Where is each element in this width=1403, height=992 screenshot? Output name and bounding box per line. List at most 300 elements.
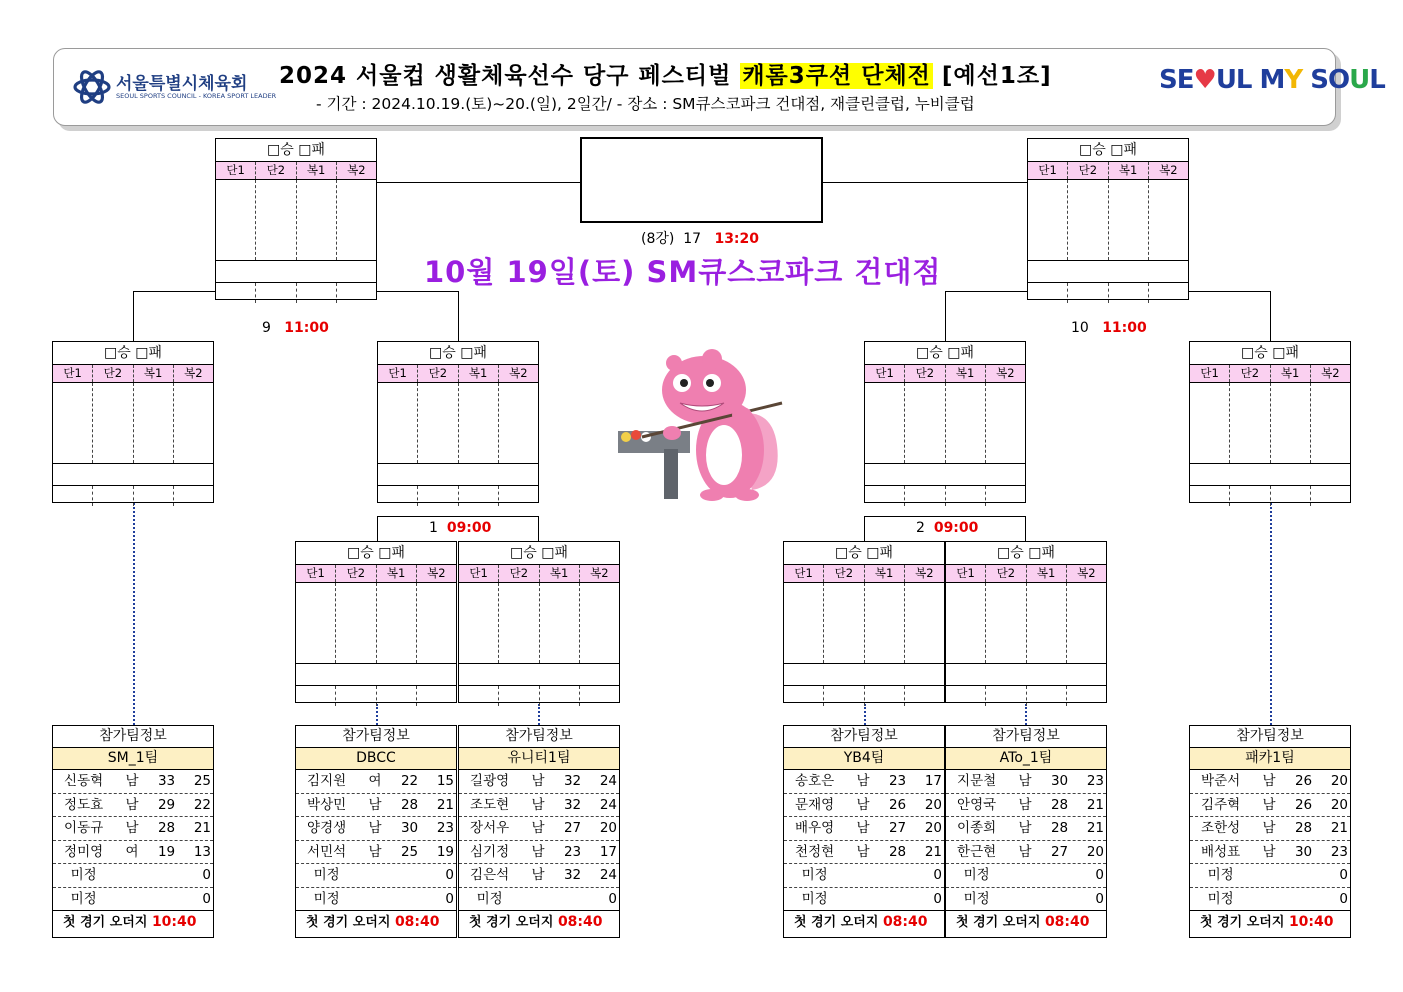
player-points: 0 xyxy=(608,890,617,907)
team-name: 유니티1팀 xyxy=(459,747,619,770)
result-row xyxy=(459,685,619,706)
player-points: 20 xyxy=(599,820,617,836)
player-row xyxy=(946,864,1106,888)
order-deadline-time: 10:40 xyxy=(151,914,197,930)
player-points: 21 xyxy=(924,843,942,860)
order-deadline-time: 08:40 xyxy=(557,914,603,930)
player-handicap: 28 xyxy=(157,820,176,836)
player-gender: 남 xyxy=(1262,796,1276,813)
first-game-order-row xyxy=(784,911,944,933)
column-label: 복1 xyxy=(1271,365,1311,382)
player-gender: 남 xyxy=(1018,820,1032,836)
player-gender: 남 xyxy=(531,820,545,836)
column-label: 복2 xyxy=(915,566,934,580)
player-row xyxy=(459,888,619,912)
player-gender xyxy=(1007,888,1043,911)
score-columns xyxy=(946,583,1106,663)
title-group: [예선1조] xyxy=(941,63,1052,89)
game-columns-header xyxy=(53,364,213,383)
score-columns xyxy=(53,383,213,463)
column-label: 단1 xyxy=(1190,365,1230,382)
score-columns xyxy=(865,383,1025,463)
player-gender: 남 xyxy=(531,843,545,860)
player-row xyxy=(53,841,213,865)
header-panel xyxy=(53,48,1385,126)
win-loss-checkboxes: □승 □패 xyxy=(510,545,568,561)
player-points: 0 xyxy=(1095,867,1104,883)
score-box-unity1 xyxy=(458,541,620,703)
win-loss-checkboxes: □승 □패 xyxy=(916,345,974,361)
column-label: 단2 xyxy=(93,365,133,382)
score-columns xyxy=(378,383,538,463)
player-points: 0 xyxy=(1095,890,1104,907)
seoul-sports-council-logo xyxy=(72,67,277,107)
date-venue-banner: 10월 19일(토) SM큐스코파크 건대점 xyxy=(424,255,942,289)
player-gender: 남 xyxy=(531,773,545,789)
total-row xyxy=(1190,463,1350,485)
game-10-label xyxy=(1071,320,1147,336)
first-game-order-row xyxy=(459,911,619,933)
player-handicap xyxy=(556,888,590,911)
player-gender xyxy=(1007,864,1043,887)
player-gender: 남 xyxy=(125,820,139,836)
player-row xyxy=(296,770,456,794)
player-handicap: 32 xyxy=(563,773,582,789)
column-label: 복1 xyxy=(1109,162,1149,179)
final-game-number: 17 xyxy=(683,231,702,247)
game-columns-header xyxy=(1190,364,1350,383)
game-10-number: 10 xyxy=(1071,320,1089,336)
result-row xyxy=(784,685,944,706)
player-name: 미정 xyxy=(801,890,828,907)
first-game-order-row xyxy=(53,911,213,933)
score-box-game2-winner xyxy=(864,341,1026,503)
player-name: 한근현 xyxy=(957,843,997,860)
player-gender xyxy=(357,888,393,911)
team-info-heading: 참가팀정보 xyxy=(505,728,573,744)
column-label: 복2 xyxy=(1077,566,1096,580)
team-info-box xyxy=(945,725,1107,938)
page-title xyxy=(279,57,1052,90)
game-columns-header xyxy=(946,564,1106,583)
player-row xyxy=(296,888,456,912)
win-loss-checkboxes: □승 □패 xyxy=(997,545,1055,561)
player-gender: 남 xyxy=(125,773,139,789)
column-label: 복2 xyxy=(347,163,366,177)
column-label: 복2 xyxy=(427,566,446,580)
player-name: 길광영 xyxy=(470,773,510,789)
player-points: 0 xyxy=(202,867,211,883)
player-points: 20 xyxy=(924,820,942,836)
game-1-time: 09:00 xyxy=(446,520,492,536)
team-info-box xyxy=(295,725,457,938)
column-label: 복1 xyxy=(134,365,174,382)
result-row xyxy=(1028,282,1188,303)
player-name: 조한성 xyxy=(1201,820,1241,836)
player-points: 20 xyxy=(1330,796,1348,813)
score-box-game10 xyxy=(1027,138,1189,300)
game-2-label xyxy=(916,520,978,536)
result-row xyxy=(946,685,1106,706)
player-gender: 남 xyxy=(1262,843,1276,860)
player-row xyxy=(459,794,619,818)
game-columns-header xyxy=(378,364,538,383)
player-gender xyxy=(1251,864,1287,887)
player-row xyxy=(1190,817,1350,841)
team-name: ATo_1팀 xyxy=(946,747,1106,770)
player-points: 0 xyxy=(445,867,454,883)
player-handicap: 28 xyxy=(400,796,419,813)
title-main: 2024 서울컵 생활체육선수 당구 페스티벌 xyxy=(279,63,732,89)
player-name: 서민석 xyxy=(307,843,347,860)
column-label: 복2 xyxy=(509,366,528,380)
final-game-time: 13:20 xyxy=(714,231,760,247)
player-name: 미정 xyxy=(963,890,990,907)
order-deadline-time: 10:40 xyxy=(1288,914,1334,930)
player-row xyxy=(784,794,944,818)
column-label: 복1 xyxy=(377,565,417,582)
player-points: 21 xyxy=(436,796,454,813)
team-name: 패카1팀 xyxy=(1190,747,1350,770)
player-name: 지문철 xyxy=(957,773,997,789)
column-label: 단2 xyxy=(418,365,458,382)
player-row xyxy=(53,888,213,912)
player-name: 김지원 xyxy=(307,773,347,789)
player-name: 심기정 xyxy=(470,843,510,860)
total-row xyxy=(1028,260,1188,282)
player-gender xyxy=(114,888,150,911)
player-handicap xyxy=(393,864,427,887)
player-row xyxy=(296,864,456,888)
column-label: 복1 xyxy=(946,365,986,382)
player-name: 미정 xyxy=(476,890,503,907)
player-handicap: 29 xyxy=(157,796,176,813)
player-row xyxy=(946,794,1106,818)
team-info-heading: 참가팀정보 xyxy=(830,728,898,744)
total-row xyxy=(784,663,944,685)
player-points: 0 xyxy=(202,890,211,907)
player-name: 정도효 xyxy=(64,796,104,813)
score-columns xyxy=(296,583,456,663)
player-gender: 남 xyxy=(1018,843,1032,860)
game-2-time: 09:00 xyxy=(933,520,979,536)
player-row xyxy=(53,794,213,818)
game-9-label xyxy=(262,320,329,336)
player-row xyxy=(784,770,944,794)
player-row xyxy=(459,864,619,888)
player-gender: 남 xyxy=(1018,773,1032,789)
order-label: 첫 경기 오더지 xyxy=(794,915,879,930)
council-emblem-icon xyxy=(72,67,112,107)
player-name: 박준서 xyxy=(1201,773,1241,789)
win-loss-checkboxes: □승 □패 xyxy=(835,545,893,561)
player-gender: 남 xyxy=(856,773,870,789)
team-name: SM_1팀 xyxy=(53,747,213,770)
player-row xyxy=(1190,794,1350,818)
player-handicap: 23 xyxy=(563,843,582,860)
player-handicap: 27 xyxy=(888,820,907,836)
player-points: 21 xyxy=(1330,820,1348,836)
player-handicap xyxy=(1043,864,1077,887)
column-label: 단1 xyxy=(53,365,93,382)
player-handicap: 26 xyxy=(1294,773,1313,789)
player-handicap: 28 xyxy=(1050,820,1069,836)
player-handicap: 26 xyxy=(1294,796,1313,813)
score-box-yb4 xyxy=(783,541,945,703)
player-row xyxy=(946,770,1106,794)
player-points: 23 xyxy=(1330,843,1348,860)
player-gender xyxy=(357,864,393,887)
player-handicap xyxy=(393,888,427,911)
player-points: 24 xyxy=(599,867,617,883)
player-handicap: 33 xyxy=(157,773,176,789)
column-label: 복1 xyxy=(865,565,905,582)
score-box-game1-winner xyxy=(377,341,539,503)
player-name: 천정현 xyxy=(795,843,835,860)
player-handicap xyxy=(881,888,915,911)
player-name: 신동혁 xyxy=(64,773,104,789)
player-name: 미정 xyxy=(313,890,340,907)
team-name: YB4팀 xyxy=(784,747,944,770)
total-row xyxy=(53,463,213,485)
column-label: 단2 xyxy=(256,162,296,179)
player-gender: 남 xyxy=(531,867,545,883)
first-game-order-row xyxy=(1190,911,1350,933)
column-label: 단1 xyxy=(459,565,499,582)
total-row xyxy=(216,260,376,282)
score-columns xyxy=(1190,383,1350,463)
player-handicap: 30 xyxy=(1294,843,1313,860)
player-handicap: 27 xyxy=(563,820,582,836)
player-row xyxy=(784,864,944,888)
player-gender xyxy=(845,888,881,911)
player-name: 김은석 xyxy=(470,867,510,883)
column-label: 복2 xyxy=(184,366,203,380)
column-label: 복1 xyxy=(540,565,580,582)
title-highlight: 캐롬3쿠션 단체전 xyxy=(742,63,931,89)
team-name: DBCC xyxy=(296,747,456,770)
total-row xyxy=(459,663,619,685)
player-points: 24 xyxy=(599,796,617,813)
column-label: 복2 xyxy=(996,366,1015,380)
player-gender: 남 xyxy=(1018,796,1032,813)
game-columns-header xyxy=(216,161,376,180)
player-handicap: 28 xyxy=(888,843,907,860)
game-9-number: 9 xyxy=(262,320,271,336)
player-gender: 남 xyxy=(368,796,382,813)
win-loss-checkboxes: □승 □패 xyxy=(1079,142,1137,158)
player-name: 미정 xyxy=(70,867,97,883)
player-handicap xyxy=(150,864,184,887)
score-columns xyxy=(784,583,944,663)
player-points: 0 xyxy=(933,867,942,883)
player-row xyxy=(296,794,456,818)
council-subname: SEOUL SPORTS COUNCIL - KOREA SPORT LEADER xyxy=(116,92,277,100)
game-columns-header xyxy=(865,364,1025,383)
player-points: 19 xyxy=(436,843,454,860)
player-name: 배우영 xyxy=(795,820,835,836)
order-label: 첫 경기 오더지 xyxy=(1200,915,1285,930)
player-handicap: 22 xyxy=(400,773,419,789)
player-name: 송호은 xyxy=(795,773,835,789)
player-points: 17 xyxy=(924,773,942,789)
win-loss-checkboxes: □승 □패 xyxy=(429,345,487,361)
column-label: 단1 xyxy=(296,565,336,582)
game-columns-header xyxy=(784,564,944,583)
player-handicap: 23 xyxy=(888,773,907,789)
total-row xyxy=(378,463,538,485)
score-box-sm1 xyxy=(52,341,214,503)
order-deadline-time: 08:40 xyxy=(394,914,440,930)
game-columns-header xyxy=(1028,161,1188,180)
player-handicap: 27 xyxy=(1050,843,1069,860)
player-row xyxy=(784,841,944,865)
player-row xyxy=(946,817,1106,841)
result-row xyxy=(296,685,456,706)
result-row xyxy=(378,485,538,506)
score-columns xyxy=(216,180,376,260)
final-result-box xyxy=(580,137,823,223)
game-1-label xyxy=(429,520,491,536)
game-10-time: 11:00 xyxy=(1102,320,1147,336)
player-name: 김주혁 xyxy=(1201,796,1241,813)
score-box-dbcc xyxy=(295,541,457,703)
team-info-box xyxy=(52,725,214,938)
column-label: 단2 xyxy=(1068,162,1108,179)
player-gender: 남 xyxy=(856,843,870,860)
column-label: 단1 xyxy=(1028,162,1068,179)
total-row xyxy=(946,663,1106,685)
player-gender: 남 xyxy=(368,843,382,860)
result-row xyxy=(865,485,1025,506)
column-label: 복2 xyxy=(1321,366,1340,380)
player-handicap: 28 xyxy=(1050,796,1069,813)
score-box-paeka1 xyxy=(1189,341,1351,503)
player-points: 21 xyxy=(193,820,211,836)
player-name: 미정 xyxy=(1207,890,1234,907)
order-label: 첫 경기 오더지 xyxy=(306,915,391,930)
player-points: 20 xyxy=(1086,843,1104,860)
player-name: 미정 xyxy=(70,890,97,907)
player-gender: 남 xyxy=(1262,820,1276,836)
player-name: 배성표 xyxy=(1201,843,1241,860)
player-gender xyxy=(114,864,150,887)
order-label: 첫 경기 오더지 xyxy=(63,915,148,930)
team-info-heading: 참가팀정보 xyxy=(342,728,410,744)
player-points: 0 xyxy=(1339,890,1348,907)
player-name: 미정 xyxy=(801,867,828,883)
column-label: 단2 xyxy=(336,565,376,582)
player-points: 24 xyxy=(599,773,617,789)
player-points: 0 xyxy=(933,890,942,907)
team-info-box xyxy=(458,725,620,938)
player-gender: 여 xyxy=(125,843,139,860)
team-info-box xyxy=(783,725,945,938)
player-name: 안영국 xyxy=(957,796,997,813)
win-loss-checkboxes: □승 □패 xyxy=(1241,345,1299,361)
game-2-number: 2 xyxy=(916,520,925,536)
player-row xyxy=(459,817,619,841)
player-row xyxy=(296,841,456,865)
team-info-box xyxy=(1189,725,1351,938)
game-9-time: 11:00 xyxy=(284,320,329,336)
player-handicap xyxy=(881,864,915,887)
player-row xyxy=(784,817,944,841)
player-handicap xyxy=(150,888,184,911)
player-handicap: 25 xyxy=(400,843,419,860)
column-label: 복2 xyxy=(590,566,609,580)
first-game-order-row xyxy=(946,911,1106,933)
player-gender: 남 xyxy=(856,796,870,813)
column-label: 단2 xyxy=(499,565,539,582)
total-row xyxy=(296,663,456,685)
player-row xyxy=(53,817,213,841)
player-handicap: 32 xyxy=(563,796,582,813)
player-points: 17 xyxy=(599,843,617,860)
column-label: 단2 xyxy=(1230,365,1270,382)
player-points: 25 xyxy=(193,773,211,789)
player-handicap xyxy=(1287,864,1321,887)
order-deadline-time: 08:40 xyxy=(1044,914,1090,930)
win-loss-checkboxes: □승 □패 xyxy=(104,345,162,361)
player-row xyxy=(1190,841,1350,865)
first-game-order-row xyxy=(296,911,456,933)
seoul-my-soul-logo: SE♥UL MY SOUL xyxy=(1159,65,1385,95)
player-gender: 남 xyxy=(1262,773,1276,789)
player-gender: 남 xyxy=(125,796,139,813)
column-label: 복2 xyxy=(1159,163,1178,177)
win-loss-checkboxes: □승 □패 xyxy=(267,142,325,158)
team-info-heading: 참가팀정보 xyxy=(1236,728,1304,744)
player-gender: 여 xyxy=(368,773,382,789)
player-row xyxy=(53,864,213,888)
player-points: 23 xyxy=(436,820,454,836)
final-game-label xyxy=(641,228,759,248)
result-row xyxy=(1190,485,1350,506)
player-row xyxy=(784,888,944,912)
player-row xyxy=(946,888,1106,912)
player-points: 20 xyxy=(924,796,942,813)
player-handicap xyxy=(1287,888,1321,911)
player-name: 정미영 xyxy=(64,843,104,860)
player-row xyxy=(53,770,213,794)
player-handicap: 30 xyxy=(400,820,419,836)
player-gender: 남 xyxy=(856,820,870,836)
column-label: 단1 xyxy=(946,565,986,582)
win-loss-checkboxes: □승 □패 xyxy=(347,545,405,561)
column-label: 복1 xyxy=(297,162,337,179)
score-box-game9 xyxy=(215,138,377,300)
player-name: 양경생 xyxy=(307,820,347,836)
game-1-number: 1 xyxy=(429,520,438,536)
player-points: 0 xyxy=(1339,867,1348,883)
player-row xyxy=(1190,770,1350,794)
event-period-venue: - 기간 : 2024.10.19.(토)~20.(일), 2일간/ - 장소 : SM큐스코파크 건대점, 재클린클럽, 누비클럽 xyxy=(316,95,975,113)
column-label: 단1 xyxy=(216,162,256,179)
game-columns-header xyxy=(459,564,619,583)
player-name: 이동규 xyxy=(64,820,104,836)
player-name: 미정 xyxy=(313,867,340,883)
player-row xyxy=(1190,888,1350,912)
player-name: 문재영 xyxy=(795,796,835,813)
player-name: 장서우 xyxy=(470,820,510,836)
player-gender: 남 xyxy=(531,796,545,813)
score-box-ato1 xyxy=(945,541,1107,703)
player-name: 이종희 xyxy=(957,820,997,836)
player-row xyxy=(296,817,456,841)
player-points: 22 xyxy=(193,796,211,813)
player-name: 미정 xyxy=(963,867,990,883)
